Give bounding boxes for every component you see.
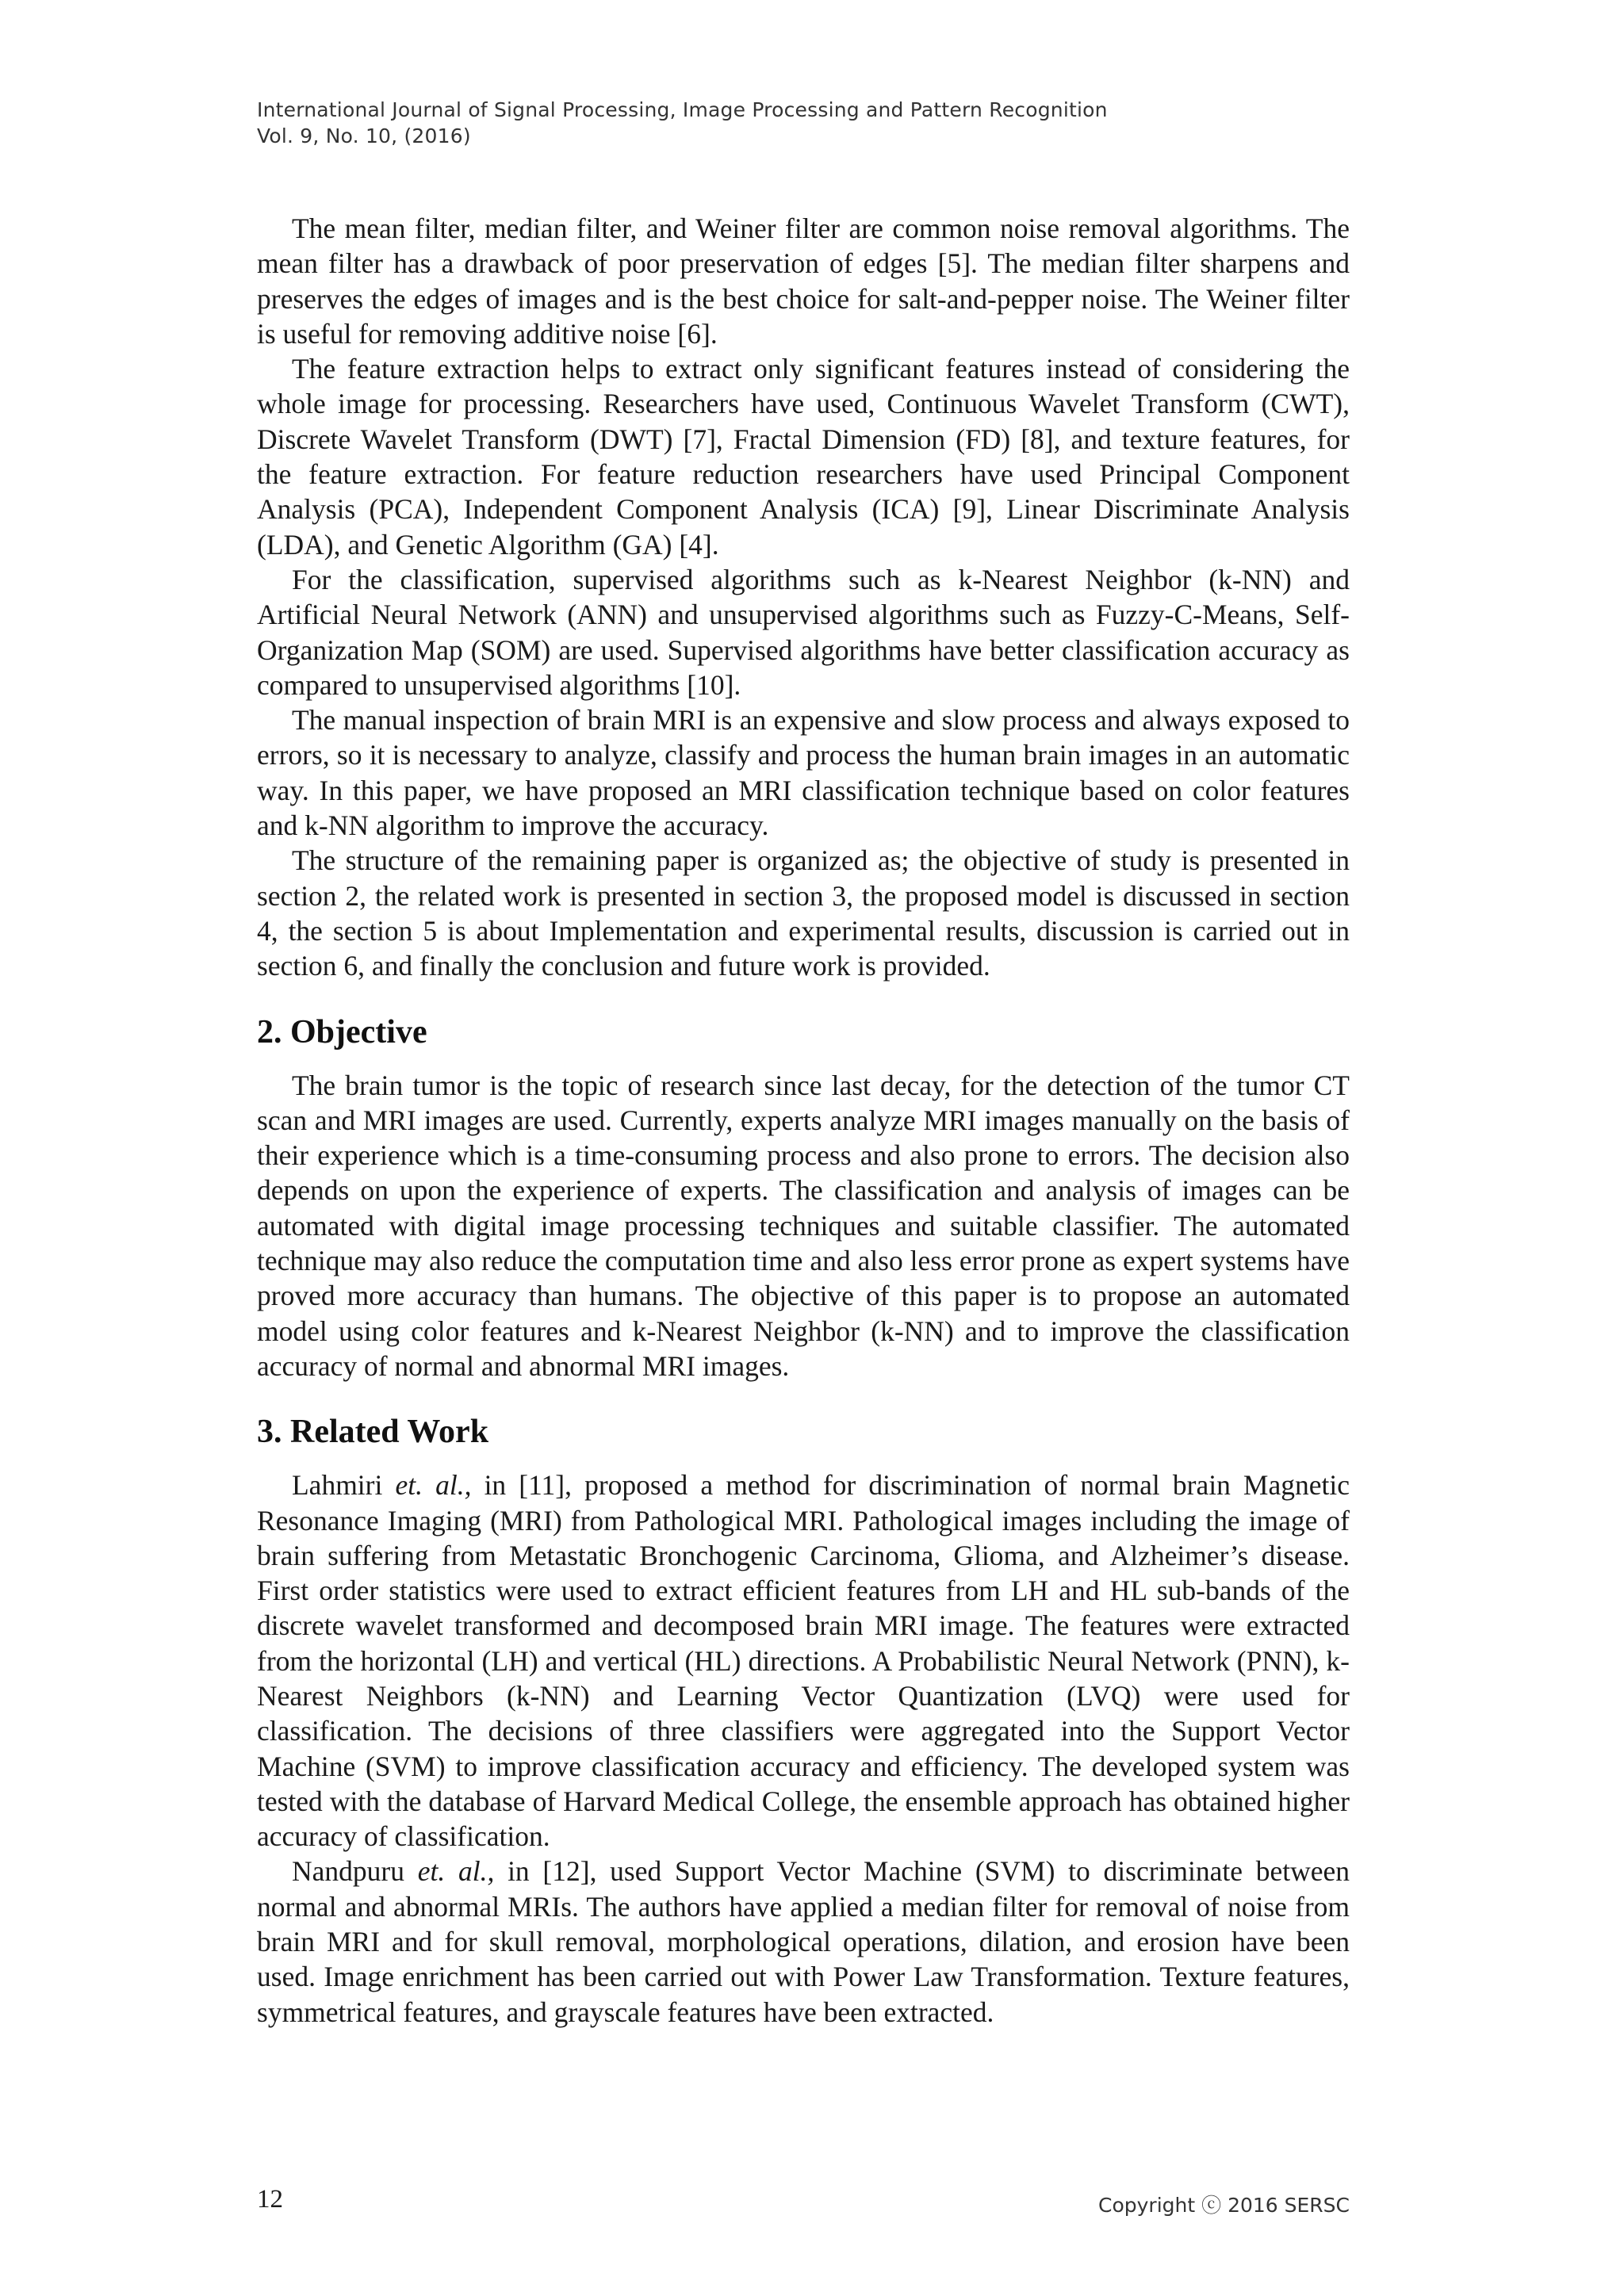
running-header xyxy=(257,97,1108,149)
author-name: Nandpuru xyxy=(292,1855,418,1888)
volume-info: Vol. 9, No. 10, (2016) xyxy=(257,124,471,147)
paragraph: The manual inspection of brain MRI is an expensive and slow process and always exposed to errors, so it is necessary to analyze, classify and process the human brain images in an automatic way. In this paper, we have proposed an MRI classification technique based on color features and k-NN algorithm to improve the accuracy. xyxy=(257,704,1350,842)
paragraph: The feature extraction helps to extract only significant features instead of considering the whole image for processing. Researchers have used, Continuous Wavelet Transform (CWT), Discrete Wavelet Transform (DWT) [7], Fractal Dimension (FD) [8], and texture features, for the feature extraction. For feature reduction researchers have used Principal Component Analysis (PCA), Independent Component Analysis (ICA) [9], Linear Discriminate Analysis (LDA), and Genetic Algorithm (GA) [4]. xyxy=(257,353,1350,561)
et-al: et. al., xyxy=(417,1855,495,1888)
paragraph-text: in [12], used Support Vector Machine (SVM) to discriminate between normal and abnormal MRIs. The authors have applied a median filter for removal of noise from brain MRI and for skull removal, morphological operations, dilation, and erosion have been used. Image enrichment has been carried out with Power Law Transformation. Texture features, symmetrical features, and grayscale features have been extracted. xyxy=(257,1855,1350,2028)
section-heading-objective: 2. Objective xyxy=(257,1013,427,1050)
paragraph-text: in [11], proposed a method for discrimination of normal brain Magnetic Resonance Imaging (MRI) from Pathological MRI. Pathological images including the image of brain suffering from Metastatic Bronchogenic Carcinoma, Glioma, and Alzheimer’s disease. First order statistics were used to extract efficient features from LH and HL sub-bands of the discrete wavelet transformed and decomposed brain MRI image. The features were extracted from the horizontal (LH) and vertical (HL) directions. A Probabilistic Neural Network (PNN), k-Nearest Neighbors (k-NN) and Learning Vector Quantization (LVQ) were used for classification. The decisions of three classifiers were aggregated into the Support Vector Machine (SVM) to improve classification accuracy and efficiency. The developed system was tested with the database of Harvard Medical College, the ensemble approach has obtained higher accuracy of classification. xyxy=(257,1469,1350,1853)
page-number: 12 xyxy=(257,2185,283,2214)
et-al: et. al., xyxy=(395,1469,472,1502)
paragraph xyxy=(257,1468,1350,1854)
paragraph xyxy=(257,1854,1350,2029)
section-heading-related-work: 3. Related Work xyxy=(257,1414,489,1451)
author-name: Lahmiri xyxy=(292,1469,396,1502)
paragraph: The brain tumor is the topic of research since last decay, for the detection of the tumor CT scan and MRI images are used. Currently, experts analyze MRI images manually on the basis of their experience which is a time-consuming process and also prone to errors. The decision also depends on upon the experience of experts. The classification and analysis of images can be automated with digital image processing techniques and suitable classifier. The automated technique may also reduce the computation time and also less error prone as expert systems have proved more accuracy than humans. The objective of this paper is to propose an automated model using color features and k-Nearest Neighbor (k-NN) and to improve the classification accuracy of normal and abnormal MRI images. xyxy=(257,1069,1350,1382)
copyright-notice: Copyright ⓒ 2016 SERSC xyxy=(1098,2194,1350,2217)
paragraph: For the classification, supervised algorithms such as k-Nearest Neighbor (k-NN) and Artificial Neural Network (ANN) and unsupervised algorithms such as Fuzzy-C-Means, Self-Organization Map (SOM) are used. Supervised algorithms have better classification accuracy as compared to unsupervised algorithms [10]. xyxy=(257,563,1350,701)
journal-title: International Journal of Signal Processing, Image Processing and Pattern Recognition xyxy=(257,98,1108,121)
paragraph: The mean filter, median filter, and Weiner filter are common noise removal algorithms. The mean filter has a drawback of poor preservation of edges [5]. The median filter sharpens and preserves the edges of images and is the best choice for salt-and-pepper noise. The Weiner filter is useful for removing additive noise [6]. xyxy=(257,212,1350,350)
paragraph: The structure of the remaining paper is organized as; the objective of study is presented in section 2, the related work is presented in section 3, the proposed model is discussed in section 4, the section 5 is about Implementation and experimental results, discussion is carried out in section 6, and finally the conclusion and future work is provided. xyxy=(257,844,1350,982)
body-text xyxy=(257,211,1350,2030)
